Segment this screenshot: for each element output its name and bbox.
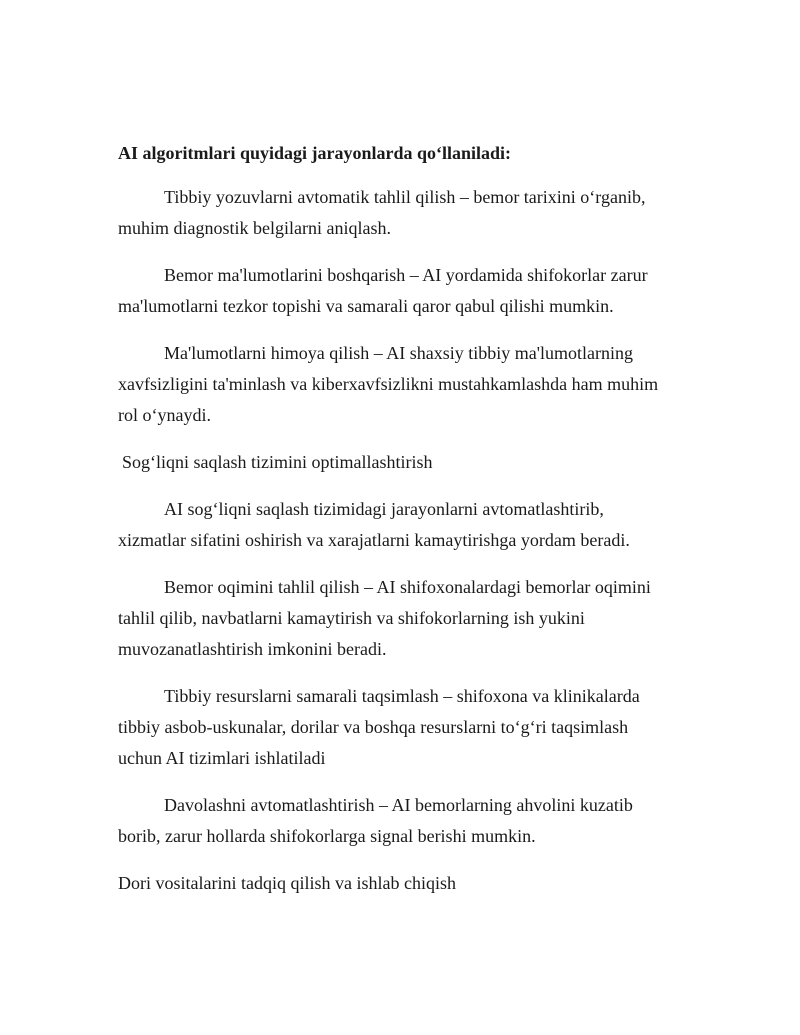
final-line: Dori vositalarini tadqiq qilish va ishlab chiqish (118, 873, 456, 893)
document-body (118, 138, 674, 915)
section-heading: AI algoritmlari quyidagi jarayonlarda qo‘llaniladi: (118, 143, 512, 163)
paragraph-data-protection: Ma'lumotlarni himoya qilish – AI shaxsiy tibbiy ma'lumotlarning xavfsizligini ta'minlash va kiberxavfsizlikni mustahkamlashda ham muhim rol o‘ynaydi. (118, 343, 659, 425)
paragraph-treatment-automation: Davolashni avtomatlashtirish – AI bemorlarning ahvolini kuzatib borib, zarur hollarda shifokorlarga signal berishi mumkin. (118, 795, 633, 846)
paragraph-patient-flow: Bemor oqimini tahlil qilish – AI shifoxonalardagi bemorlar oqimini tahlil qilib, navbatlarni kamaytirish va shifokorlarning ish yukini muvozanatlashtirish imkonini beradi. (118, 577, 651, 659)
paragraph-automation-intro: AI sog‘liqni saqlash tizimidagi jarayonlarni avtomatlashtirib, xizmatlar sifatini oshirish va xarajatlarni kamaytirishga yordam beradi. (118, 499, 630, 550)
paragraph-medical-records: Tibbiy yozuvlarni avtomatik tahlil qilish – bemor tarixini o‘rganib, muhim diagnostik belgilarni aniqlash. (118, 187, 646, 238)
paragraph-patient-data: Bemor ma'lumotlarini boshqarish – AI yordamida shifokorlar zarur ma'lumotlarni tezkor topishi va samarali qaror qabul qilishi mumkin. (118, 265, 648, 316)
section-title: Sog‘liqni saqlash tizimini optimallashtirish (122, 452, 433, 472)
paragraph-resource-allocation: Tibbiy resurslarni samarali taqsimlash – shifoxona va klinikalarda tibbiy asbob-uskunalar, dorilar va boshqa resurslarni to‘g‘ri taqsimlash uchun AI tizimlari ishlatiladi (118, 686, 640, 768)
